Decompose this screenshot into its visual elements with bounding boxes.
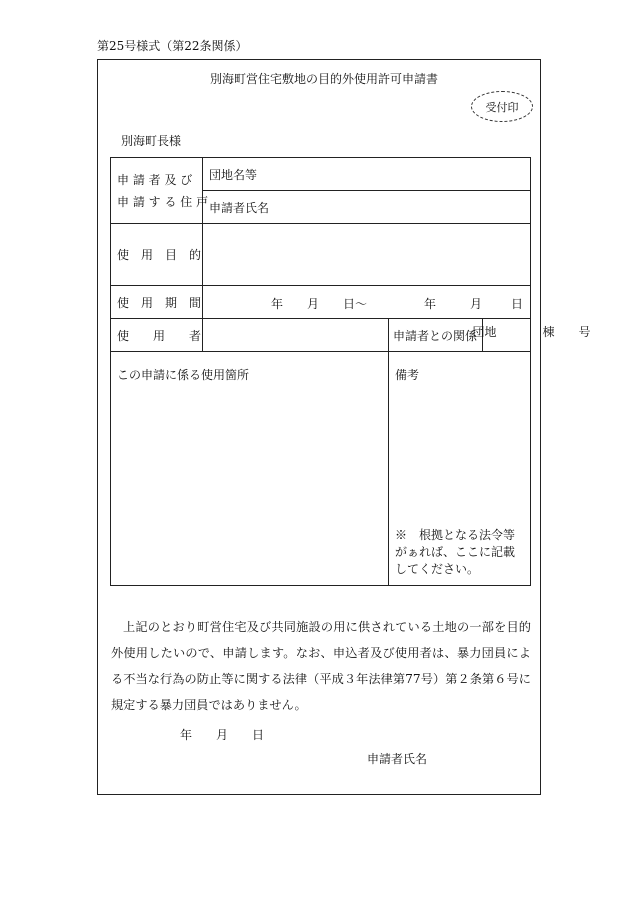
period-end-day: 日 (511, 297, 524, 311)
relation-label-cell (389, 319, 483, 352)
period-end-month: 月 (470, 297, 483, 311)
purpose-field[interactable] (203, 224, 531, 286)
period-start: 年 月 日〜 (271, 297, 368, 311)
stamp-label: 受付印 (485, 100, 519, 114)
form-title: 別海町営住宅敷地の目的外使用許可申請書 (210, 72, 439, 86)
applicant-name-cell[interactable] (203, 191, 531, 224)
location-cell[interactable] (111, 352, 389, 586)
period-label-cell (111, 286, 203, 319)
applicant-header-line2: 申 請 す る 住 戸 (117, 194, 209, 209)
building-unit: 棟 (542, 324, 555, 339)
period-field[interactable] (203, 286, 531, 319)
number-unit: 号 (578, 324, 591, 339)
applicant-header-line1: 申 請 者 及 び (117, 172, 193, 187)
application-table (110, 157, 591, 586)
reception-stamp-area (471, 91, 533, 122)
declaration-text: 上記のとおり町営住宅及び共同施設の用に供されている土地の一部を目的外使用したいので、申請します。なお、申込者及び使用者は、暴力団員による不当な行為の防止等に関する法律（平成３年法律第77号）第２条第６号に規定する暴力団員ではありません。 (111, 620, 531, 712)
applicant-header-cell (111, 158, 209, 224)
remarks-label: 備考 (395, 368, 420, 382)
purpose-label: 使 用 目 的 (117, 248, 202, 262)
date-line[interactable]: 年 月 日 (180, 728, 265, 742)
complex-unit: 団地 (472, 324, 497, 339)
period-end-year: 年 (424, 297, 437, 311)
relation-label: 申請者との関係 (393, 328, 478, 343)
purpose-label-cell (111, 224, 203, 286)
complex-label: 団地名等 (209, 167, 258, 182)
form-number: 第25号様式（第22条関係） (97, 39, 248, 53)
signature-label[interactable]: 申請者氏名 (367, 752, 428, 766)
user-label-cell (111, 319, 203, 352)
user-label: 使 用 者 (117, 328, 202, 343)
period-label: 使 用 期 間 (117, 295, 202, 310)
remarks-note: ※ 根拠となる法令等がぁれば、ここに記載してください。 (395, 528, 516, 576)
location-label: この申請に係る使用箇所 (117, 368, 250, 382)
user-field[interactable] (203, 319, 389, 352)
addressee: 別海町長様 (121, 134, 182, 148)
remarks-cell[interactable] (389, 352, 531, 586)
applicant-name-label: 申請者氏名 (209, 200, 270, 215)
